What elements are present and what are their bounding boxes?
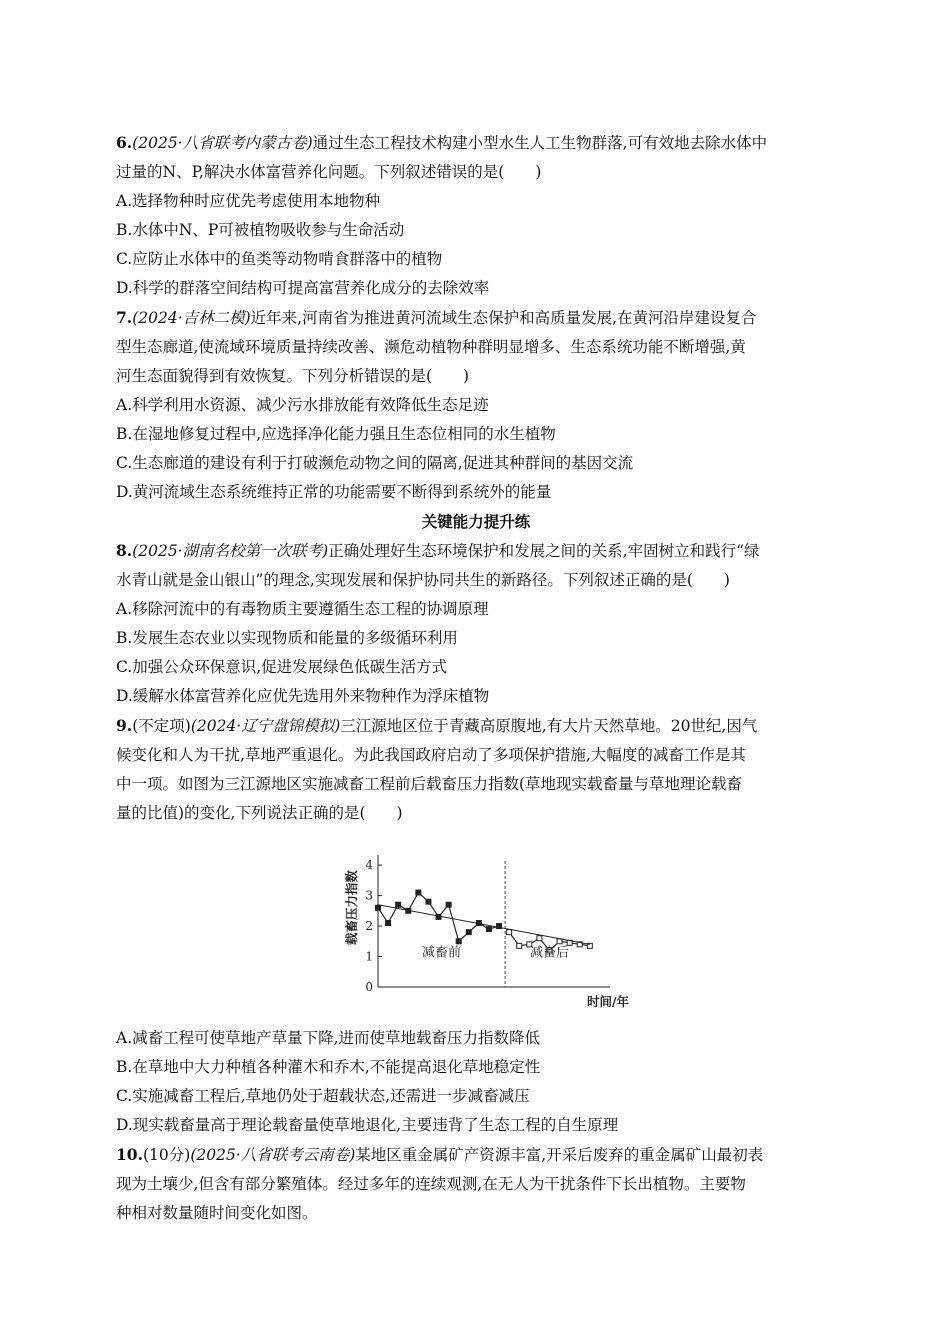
q7-stem: 近年来,河南省为推进黄河流域生态保护和高质量发展,在黄河沿岸建设复合 <box>250 309 757 327</box>
trend-line <box>378 905 590 945</box>
data-point <box>517 943 522 948</box>
q10-stem-line2: 现为土壤少,但含有部分繁殖体。经过多年的连续观测,在无人为干扰条件下长出植物。主要物 <box>116 1175 746 1193</box>
q9-option-a: A.减畜工程可使草地产草量下降,进而使草地载畜压力指数降低 <box>116 1029 541 1047</box>
q8-option-c: C.加强公众环保意识,促进发展绿色低碳生活方式 <box>116 658 448 676</box>
q10-score: (10分) <box>142 1146 191 1164</box>
data-point <box>557 939 562 944</box>
q6-stem: 通过生态工程技术构建小型水生人工生物群落,可有效地去除水体中 <box>312 134 768 152</box>
region-label-after: 减畜后 <box>530 945 570 961</box>
q6-option-b: B.水体中N、P可被植物吸收参与生命活动 <box>116 221 405 239</box>
q7-option-b: B.在湿地修复过程中,应选择净化能力强且生态位相同的水生植物 <box>116 425 556 443</box>
q8-option-d: D.缓解水体富营养化应优先选用外来物种作为浮床植物 <box>116 687 490 705</box>
q6-option-a: A.选择物种时应优先考虑使用本地物种 <box>116 192 381 210</box>
q7-stem-line2: 型生态廊道,使流域环境质量持续改善、濒危动植物种群明显增多、生态系统功能不断增强,黄 <box>116 338 746 356</box>
q9-option-b: B.在草地中大力种植各种灌木和乔木,不能提高退化草地稳定性 <box>116 1058 541 1076</box>
q9-number: 9 <box>116 716 127 735</box>
q9-stem-line1: 9.(不定项)(2024·辽宁盘锦模拟)三江源地区位于青藏高原腹地,有大片天然草地。20世纪,因气 <box>116 716 758 735</box>
y-tick-label: 1 <box>365 949 373 964</box>
x-axis-label: 时间/年 <box>586 994 630 1009</box>
q10-number: 10 <box>116 1145 138 1164</box>
q9-tag: (不定项) <box>132 717 191 735</box>
data-point <box>507 930 512 935</box>
y-tick-label: 2 <box>365 919 373 934</box>
q8-stem: 正确处理好生态环境保护和发展之间的关系,牢固树立和践行“绿 <box>328 542 760 560</box>
q6-stem-line2: 过量的N、P,解决水体富营养化问题。下列叙述错误的是( ) <box>116 163 542 181</box>
stocking-pressure-chart <box>116 828 836 1024</box>
data-point <box>416 890 421 895</box>
q6-number: 6 <box>116 133 127 152</box>
q6-option-d: D.科学的群落空间结构可提高富营养化成分的去除效率 <box>116 279 490 297</box>
q10-stem-line1: 10.(10分)(2025·八省联考云南卷)某地区重金属矿产资源丰富,开采后废弃的重金属矿山最初表 <box>116 1145 764 1164</box>
q9-option-c: C.实施减畜工程后,草地仍处于超载状态,还需进一步减畜减压 <box>116 1087 530 1105</box>
q9-stem-line4: 量的比值)的变化,下列说法正确的是( ) <box>116 804 403 822</box>
q8-option-b: B.发展生态农业以实现物质和能量的多级循环利用 <box>116 629 458 647</box>
data-point <box>446 902 451 907</box>
data-point <box>436 914 441 919</box>
region-label-before: 减畜前 <box>422 945 462 961</box>
data-point <box>466 930 471 935</box>
q9-option-d: D.现实载畜量高于理论载畜量使草地退化,主要违背了生态工程的自生原理 <box>116 1116 619 1134</box>
data-point <box>537 936 542 941</box>
q7-stem-line3: 河生态面貌得到有效恢复。下列分析错误的是( ) <box>116 367 470 385</box>
section-title: 关键能力提升练 <box>421 512 531 531</box>
q8-stem-line1: 8.(2025·湖南名校第一次联考)正确处理好生态环境保护和发展之间的关系,牢固树立和践行“绿 <box>116 541 760 560</box>
q8-source: (2025·湖南名校第一次联考) <box>132 542 329 560</box>
data-point <box>426 899 431 904</box>
q9-source: (2024·辽宁盘锦模拟) <box>190 717 341 735</box>
q10-stem: 某地区重金属矿产资源丰富,开采后废弃的重金属矿山最初表 <box>355 1146 764 1164</box>
q7-number: 7 <box>116 308 127 327</box>
data-point <box>386 921 391 926</box>
q7-option-d: D.黄河流域生态系统维持正常的功能需要不断得到系统外的能量 <box>116 483 552 501</box>
q9-chart <box>116 828 836 1024</box>
q7-stem-line1: 7.(2024·吉林二模)近年来,河南省为推进黄河流域生态保护和高质量发展,在黄河沿岸建设复合 <box>116 308 757 327</box>
y-tick-label: 0 <box>365 980 373 994</box>
y-axis-label: 载畜压力指数 <box>344 870 359 946</box>
q9-stem-line2: 候变化和人为干扰,草地严重退化。为此我国政府启动了多项保护措施,大幅度的减畜工作是其 <box>116 746 746 764</box>
q7-option-a: A.科学利用水资源、减少污水排放能有效降低生态足迹 <box>116 396 489 414</box>
data-point <box>376 905 381 910</box>
exam-page <box>116 128 836 1228</box>
data-point <box>396 902 401 907</box>
q6-option-c: C.应防止水体中的鱼类等动物啃食群落中的植物 <box>116 250 443 268</box>
q10-source: (2025·八省联考云南卷) <box>190 1146 356 1164</box>
data-point <box>456 939 461 944</box>
q9-stem-line3: 中一项。如图为三江源地区实施减畜工程前后载畜压力指数(草地现实载畜量与草地理论载畜 <box>116 775 743 793</box>
q7-source: (2024·吉林二模) <box>132 309 251 327</box>
data-point <box>486 927 491 932</box>
q8-stem-line2: 水青山就是金山银山”的理念,实现发展和保护协同共生的新路径。下列叙述正确的是( ) <box>116 571 730 589</box>
q9-stem: 三江源地区位于青藏高原腹地,有大片天然草地。20世纪,因气 <box>340 717 758 735</box>
y-tick-label: 4 <box>365 858 373 873</box>
q6-source: (2025·八省联考内蒙古卷) <box>132 134 313 152</box>
q6-stem-line1: 6.(2025·八省联考内蒙古卷)通过生态工程技术构建小型水生人工生物群落,可有效地去除水体中 <box>116 133 768 152</box>
q8-option-a: A.移除河流中的有毒物质主要遵循生态工程的协调原理 <box>116 600 489 618</box>
y-tick-label: 3 <box>365 888 373 903</box>
q10-stem-line3: 种相对数量随时间变化如图。 <box>116 1204 318 1222</box>
q7-option-c: C.生态廊道的建设有利于打破濒危动物之间的隔离,促进其种群间的基因交流 <box>116 454 634 472</box>
q8-number: 8 <box>116 541 127 560</box>
